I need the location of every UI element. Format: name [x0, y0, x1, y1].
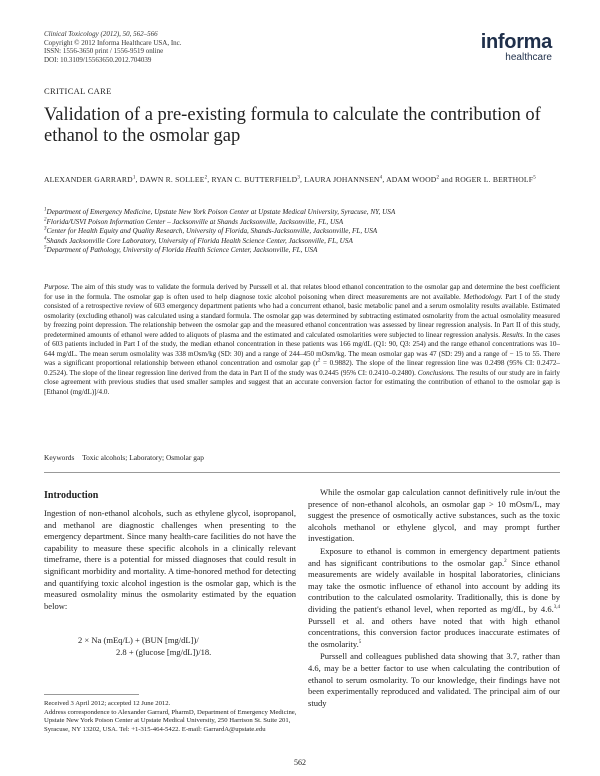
footnote: [44, 700, 300, 734]
osmolarity-equation: [44, 634, 296, 658]
doi-line: DOI: 10.3109/15563650.2012.704039: [44, 55, 152, 64]
equation-line-2: 2.8 + (glucose [mg/dL])/18.: [116, 647, 212, 657]
column-right: [308, 487, 560, 709]
affiliation-item: $^5$Department of Pathology, University of Florida Health Science Center, Jacksonville, FL, USA: [44, 245, 318, 255]
affiliation-item: $^1$Department of Emergency Medicine, Upstate New York Poison Center at Upstate Medical University, Syracuse, NY, USA: [44, 207, 396, 216]
equation-line-1: 2 × Na (mEq/L) + (BUN [mg/dL])/: [78, 635, 199, 645]
affiliations: [44, 208, 574, 256]
article-title: Validation of a pre-existing formula to calculate the contribution of ethanol to the osmolar gap: [44, 105, 541, 146]
body-paragraph: Exposure to ethanol is common in emergency department patients and has significant contributions to the osmolar gap.$^2$ Since ethanol measurements are widely available in hospital laboratories, clinicians may take the osmotic influence of ethanol into account by adding its contribution to the calculated osmolarity. Traditionally, this is done by dividing the patient's ethanol level, when reported as mg/dL, by 4.6.$^{3,4}$ Purssell et al. and others have noted that with high ethanol concentrations, this conversion factor produces inaccurate estimates of the osmolarity.$^5$: [308, 545, 561, 649]
page-number: 562: [294, 758, 306, 767]
column-left: [44, 508, 296, 612]
journal-line: Clinical Toxicology (2012), 50, 562–566: [44, 30, 158, 38]
logo-wordmark: informa: [480, 31, 552, 53]
abstract-divider: [44, 472, 560, 473]
copyright-line: Copyright © 2012 Informa Healthcare USA, Inc.: [44, 38, 182, 47]
correspondence: Address correspondence to Alexander Garrard, PharmD, Department of Emergency Medicine, Upstate New York Poison Center at Upstate Medical University, 250 Harrison St. Suite 201, Syracuse, NY 13202, USA. Tel: +1-315-464-5422. E-mail: GarrardA@upstate.edu: [44, 708, 297, 733]
journal-meta: [44, 30, 182, 64]
keywords-text: Toxic alcohols; Laboratory; Osmolar gap: [82, 453, 204, 462]
intro-paragraph: Ingestion of non-ethanol alcohols, such as ethylene glycol, isopropanol, and methanol are diagnostic challenges when presenting to the emergency department. Since many health-care facilities do not have the capability to measure these specific alcohols in a clinically relevant timeframe, there is a potential for missed diagnoses that could result in significant morbidity and mortality. A time-honored method for detecting and quantifying toxic alcohol ingestion is the osmolar gap, which is the measured osmolality minus the osmolarity estimated by the equation below:: [44, 508, 296, 611]
received-dates: Received 3 April 2012; accepted 12 June 2012.: [44, 700, 171, 707]
abstract: Purpose. The aim of this study was to validate the formula derived by Purssell et al. that relates blood ethanol concentration to the osmolar gap and determine the best coefficient for use in the formula. The osmolar gap is often used to help diagnose toxic alcohol poisoning when direct measurements are not available. Methodology. Part I of the study consisted of a retrospective review of 603 emergency department patients who had a concurrent ethanol, basic metabolic panel and a serum osmolality results available. Estimated osmolarity (excluding ethanol) was calculated using a standard formula. The osmolar gap was determined by subtracting estimated osmolarity from the actual osmolality measured by freezing point depression. The relationship between the osmolar gap and the measured ethanol concentration was assessed by linear regression analysis. In Part II of this study, predetermined amounts of ethanol were added to aliquots of plasma and the estimated and calculated osmolarities were subjected to linear regression analysis. Results. In the cases of 603 patients included in Part I of the study, the median ethanol concentration in these patients was 166 mg/dL (Q1: 90, Q3: 254) and the range ethanol concentrations was 10–644 mg/dL. The mean serum osmolality was 338 mOsm/kg (SD: 30) and a range of 244–450 mOsm/kg. The mean osmolar gap was 47 (SD: 29) and a range of − 15 to 55. There was a significant proportional relationship between ethanol concentration and osmolar gap $(r^2 = 0.9882)$. The slope of the linear regression line was 0.2498 (95% CI: 0.2472–0.2524). The slope of the linear regression line derived from the data in Part II of the study was 0.2445 (95% CI: 0.2410–0.2480). Conclusions. The results of our study are in fairly close agreement with previous studies that used smaller samples and suggest that an accurate conversion factor for estimating the contribution of ethanol to the osmolar gap is [Ethanol (mg/dL)]/4.0.: [44, 283, 561, 396]
publisher-logo: [481, 32, 552, 64]
author-list: ALEXANDER GARRARD$^1$, DAWN R. SOLLEE$^2$, RYAN C. BUTTERFIELD$^3$, LAURA JOHANNSEN$^4$, ADAM WOOD$^2$ and ROGER L. BERTHOLF$^5$: [44, 175, 536, 184]
affiliation-item: $^2$Florida/USVI Poison Information Center – Jacksonville at Shands Jacksonville, Jacksonville, FL, USA: [44, 217, 344, 226]
keywords: [44, 453, 204, 462]
body-paragraph: While the osmolar gap calculation cannot definitively rule in/out the presence of non-ethanol alcohols, an osmolar gap > 10 mOsm/L, may suggest the presence of osmotically active substances, such as the toxic alcohols methanol or ethylene glycol, and may prompt further investigation.: [308, 487, 560, 544]
body-paragraph: Purssell and colleagues published data showing that 3.7, rather than 4.6, may be a better factor to use when calculating the contribution of ethanol to serum osmolarity. To our knowledge, their findings have not been experimentally reproduced and validated. The principal aim of our study: [308, 651, 560, 708]
keywords-label: Keywords: [44, 453, 75, 462]
issn-line: ISSN: 1556-3650 print / 1556-9519 online: [44, 47, 164, 56]
affiliation-item: $^3$Center for Health Equity and Quality Research, University of Florida, Shands-Jacksonville, Jacksonville, FL, USA: [44, 226, 378, 236]
affiliation-item: $^4$Shands Jacksonville Core Laboratory, University of Florida Health Science Center, Jacksonville, FL, USA: [44, 236, 353, 245]
intro-heading: Introduction: [44, 490, 99, 501]
footnote-divider: [44, 694, 139, 695]
logo-subtitle: healthcare: [505, 52, 552, 63]
section-label: CRITICAL CARE: [44, 86, 112, 96]
